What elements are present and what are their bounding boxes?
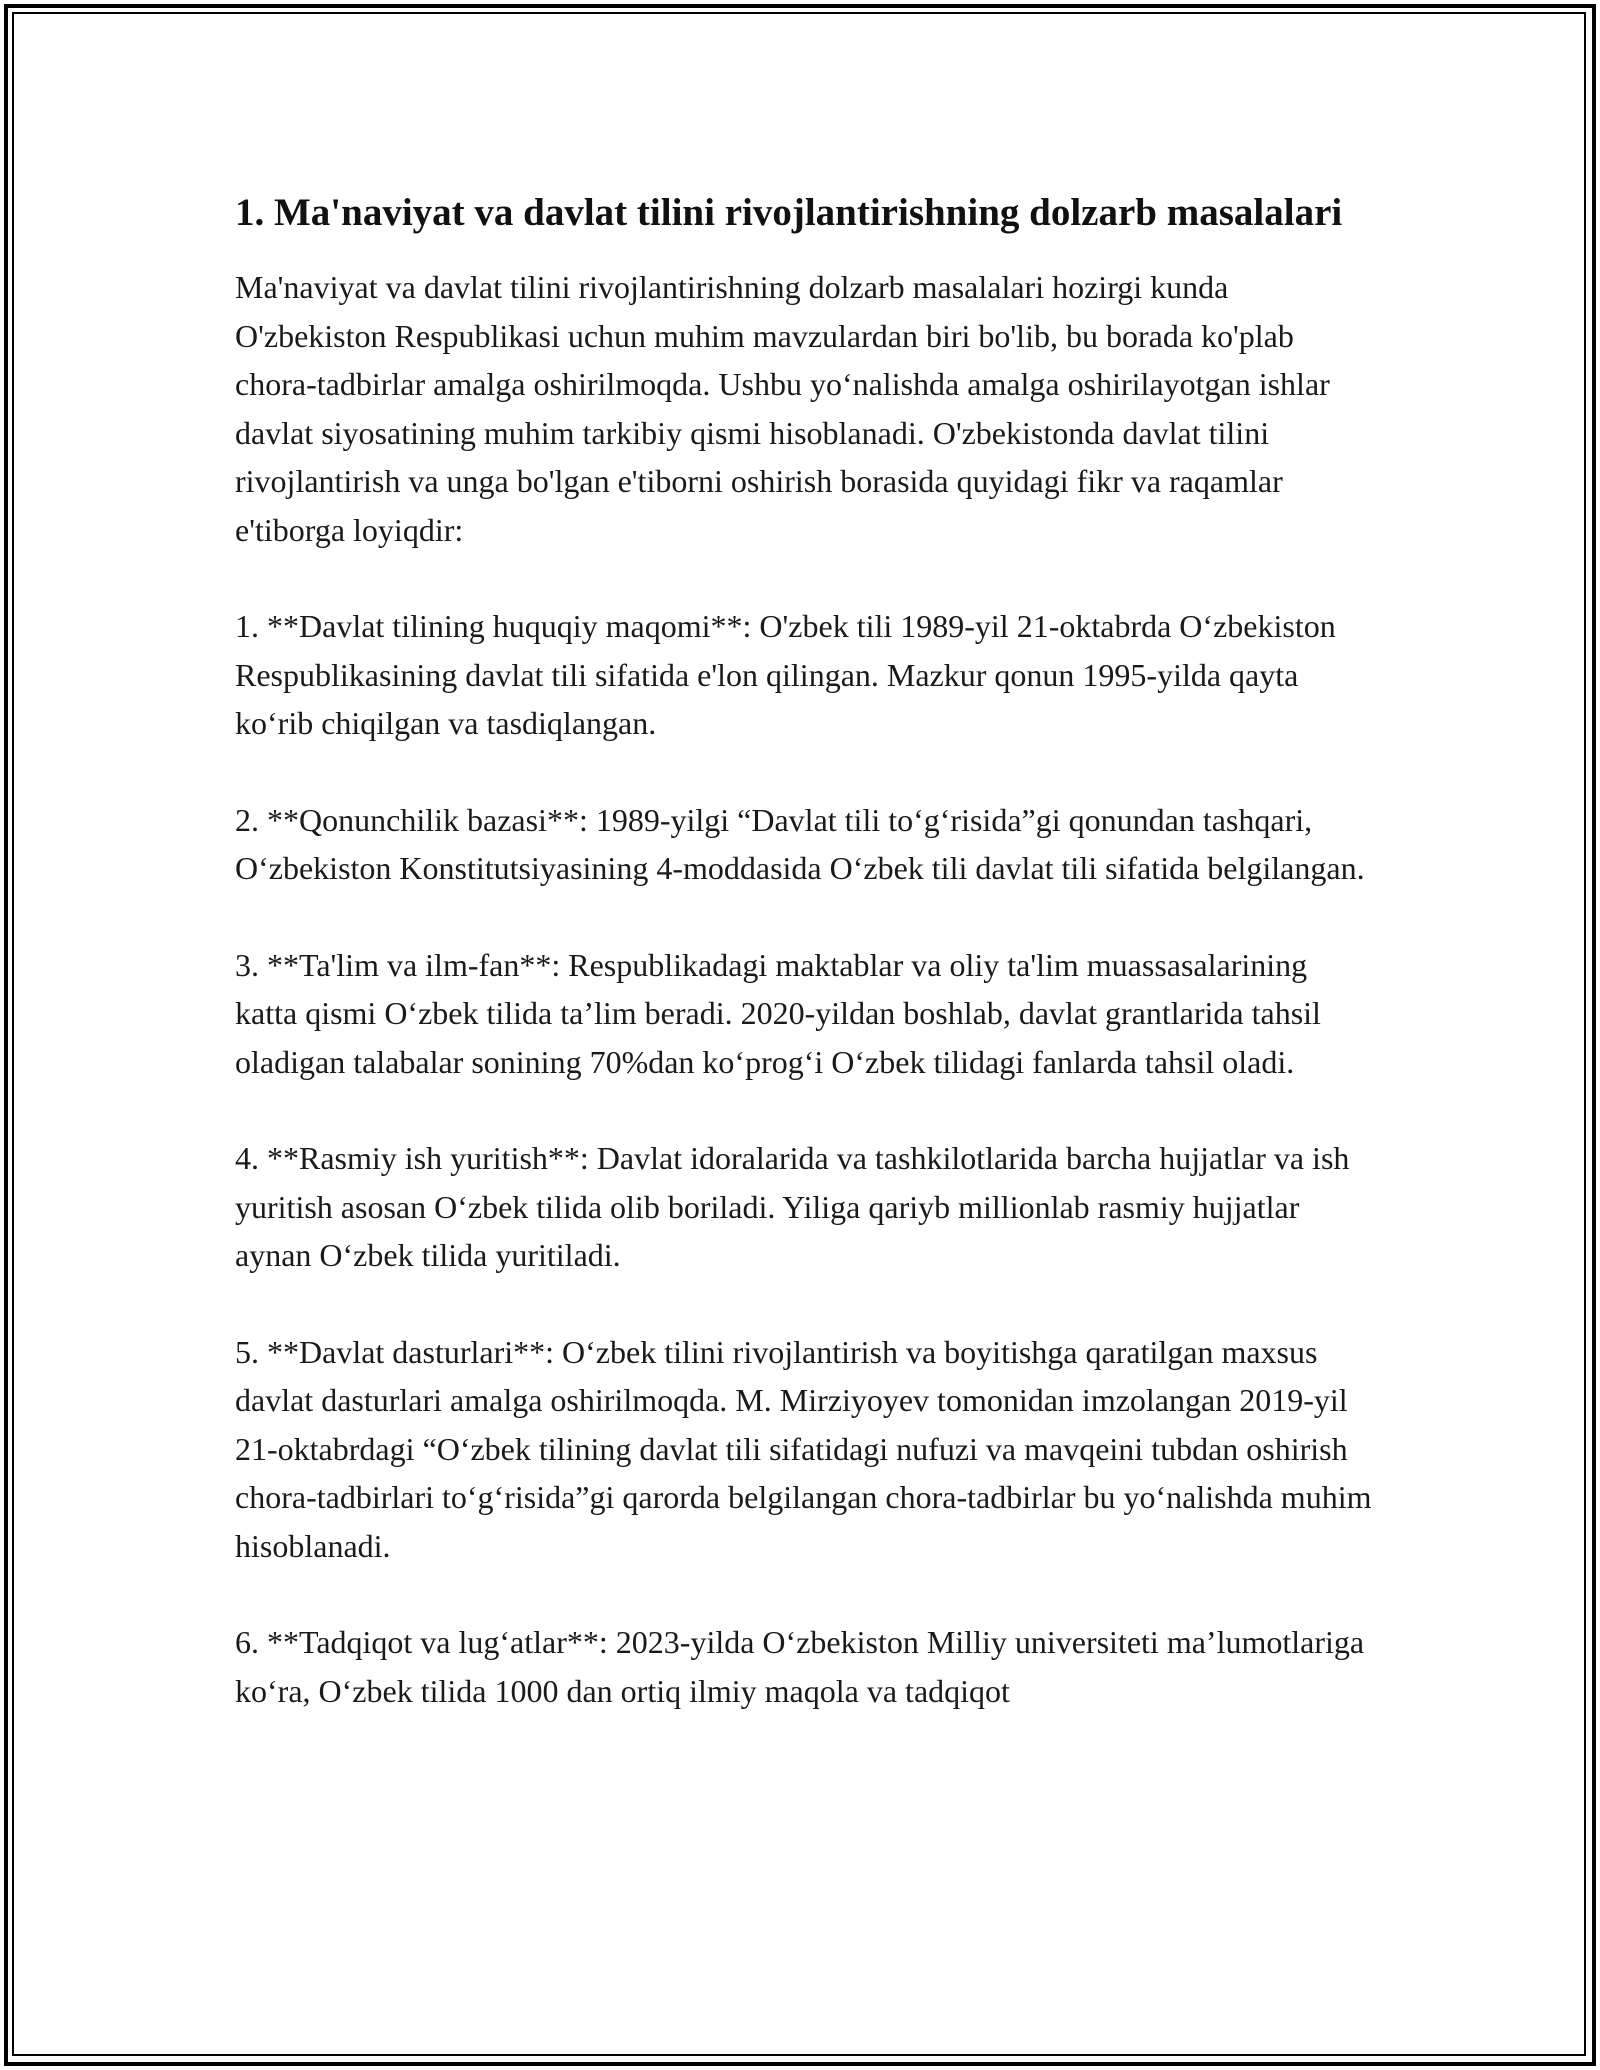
paragraph-official-paperwork: 4. **Rasmiy ish yuritish**: Davlat idoralarida va tashkilotlarida barcha hujjatlar va ish yuritish asosan O‘zbek tilida olib boriladi. Yiliga qariyb millionlab rasmiy hujjatlar aynan O‘zbek tilida yuritiladi. bbox=[235, 1140, 1350, 1273]
paragraph-state-programs: 5. **Davlat dasturlari**: O‘zbek tilini rivojlantirish va boyitishga qaratilgan maxsus davlat dasturlari amalga oshirilmoqda. M. Mirziyoyev tomonidan imzolangan 2019-yil 21-oktabrdagi “O‘zbek tilining davlat tili sifatidagi nufuzi va mavqeini tubdan oshirish chora-tadbirlari to‘g‘risida”gi qarorda belgilangan chora-tadbirlar bu yo‘nalishda muhim hisoblanadi. bbox=[235, 1333, 1372, 1564]
document-title: 1. Ma'naviyat va davlat tilini rivojlantirishning dolzarb masalalari bbox=[235, 191, 1343, 234]
document-body bbox=[235, 185, 1375, 1763]
paragraph-legislation: 2. **Qonunchilik bazasi**: 1989-yilgi “Davlat tili to‘g‘risida”gi qonundan tashqari, O‘zbekiston Konstitutsiyasining 4-moddasida O‘zbek tili davlat tili sifatida belgilangan. bbox=[235, 801, 1365, 886]
intro-paragraph: Ma'naviyat va davlat tilini rivojlantirishning dolzarb masalalari hozirgi kunda O'zbekiston Respublikasi uchun muhim mavzulardan biri bo'lib, bu borada ko'plab chora-tadbirlar amalga oshirilmoqda. Ushbu yo‘nalishda amalga oshirilayotgan ishlar davlat siyosatining muhim tarkibiy qismi hisoblanadi. O'zbekistonda davlat tilini rivojlantirish va unga bo'lgan e'tiborni oshirish borasida quyidagi fikr va raqamlar e'tiborga loyiqdir: bbox=[235, 269, 1330, 548]
paragraph-education: 3. **Ta'lim va ilm-fan**: Respublikadagi maktablar va oliy ta'lim muassasalarining katta qismi O‘zbek tilida ta’lim beradi. 2020-yildan boshlab, davlat grantlarida tahsil oladigan talabalar sonining 70%dan ko‘prog‘i O‘zbek tilidagi fanlarda tahsil oladi. bbox=[235, 946, 1321, 1080]
paragraph-research: 6. **Tadqiqot va lug‘atlar**: 2023-yilda O‘zbekiston Milliy universiteti ma’lumotlariga ko‘ra, O‘zbek tilida 1000 dan ortiq ilmiy maqola va tadqiqot bbox=[235, 1624, 1365, 1709]
paragraph-legal-status: 1. **Davlat tilining huquqiy maqomi**: O'zbek tili 1989-yil 21-oktabrda O‘zbekiston Respublikasining davlat tili sifatida e'lon qilingan. Mazkur qonun 1995-yilda qayta ko‘rib chiqilgan va tasdiqlangan. bbox=[235, 608, 1336, 741]
